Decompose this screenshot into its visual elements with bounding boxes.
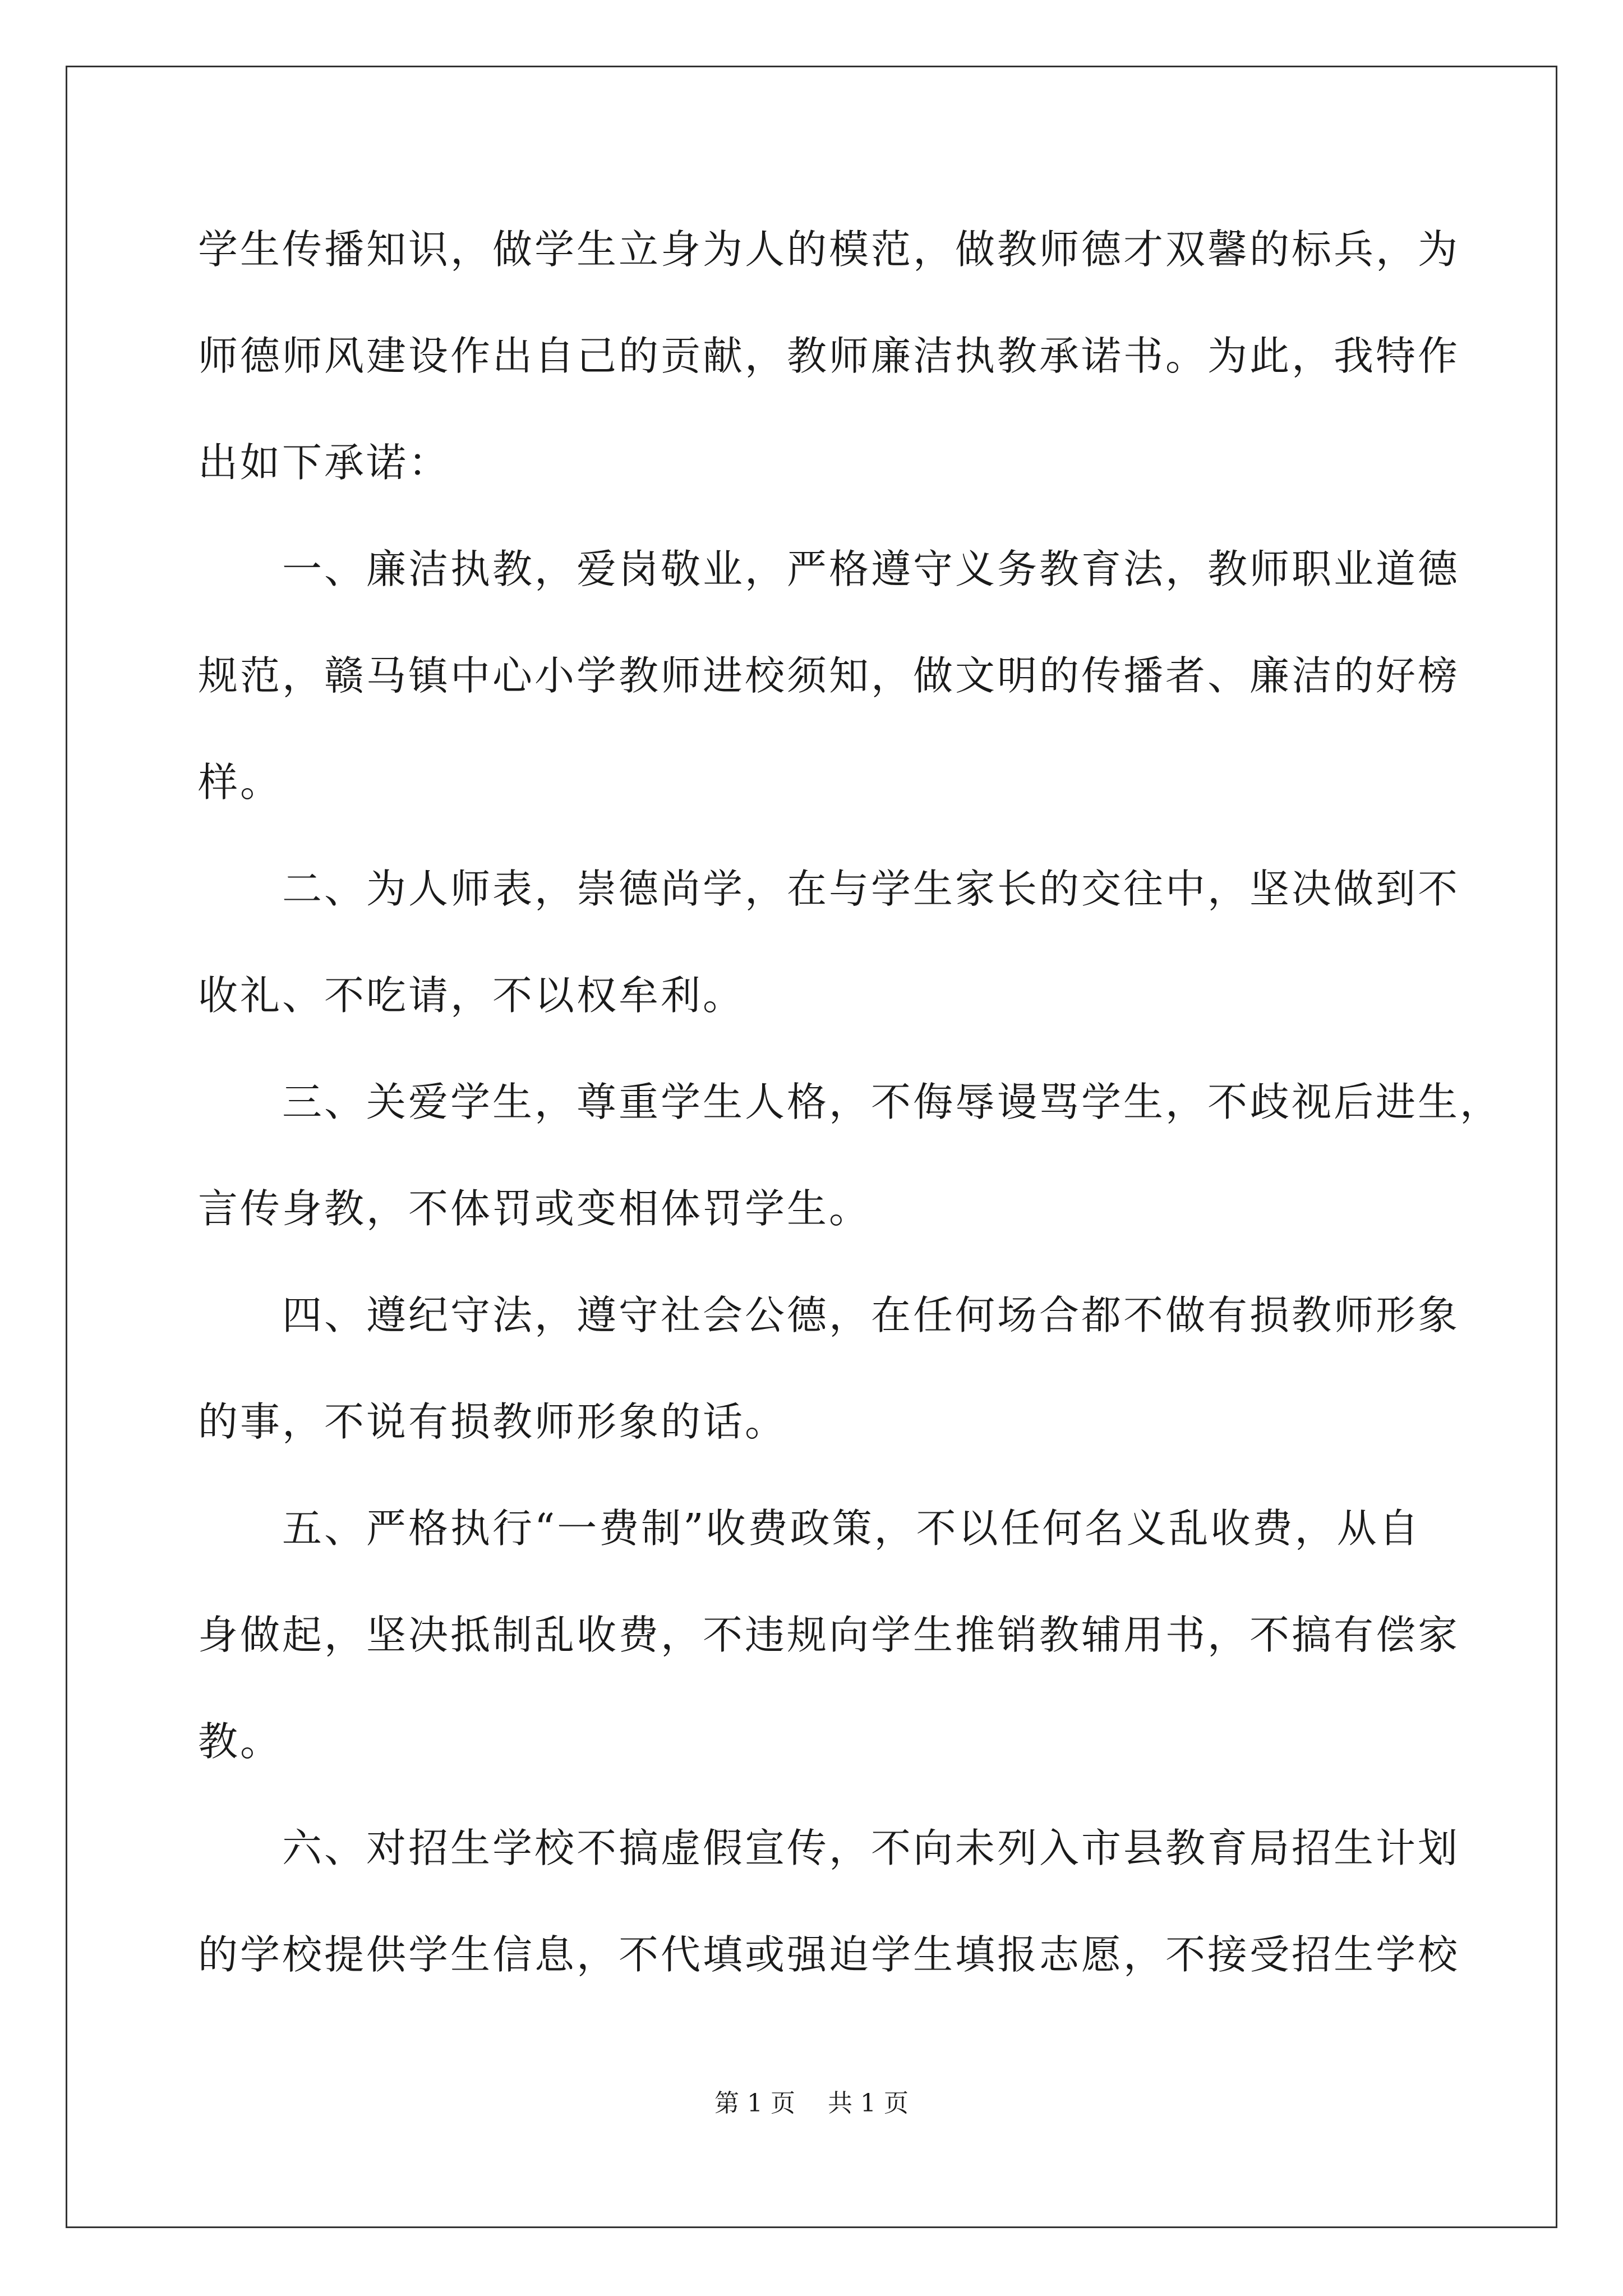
page-total: 共 1 页	[828, 2089, 909, 2118]
text-line: 师德师风建设作出自己的贡献，教师廉洁执教承诺书。为此，我特作	[198, 333, 1460, 379]
text-line: 二、为人师表，崇德尚学，在与学生家长的交往中，坚决做到不	[198, 866, 1460, 912]
text-line: 身做起，坚决抵制乱收费，不违规向学生推销教辅用书，不搞有偿家	[198, 1612, 1460, 1658]
page-footer	[0, 2087, 1623, 2120]
text-line: 三、关爱学生，尊重学生人格，不侮辱谩骂学生，不歧视后进生，	[198, 1079, 1502, 1125]
text-line: 的事，不说有损教师形象的话。	[198, 1398, 787, 1445]
text-line: 出如下承诺：	[198, 439, 451, 486]
text-line: 学生传播知识，做学生立身为人的模范，做教师德才双馨的标兵，为	[198, 226, 1460, 273]
text-line: 一、廉洁执教，爱岗敬业，严格遵守义务教育法，教师职业道德	[198, 546, 1460, 592]
page-number: 第 1 页	[714, 2089, 795, 2118]
text-line: 言传身教，不体罚或变相体罚学生。	[198, 1185, 872, 1232]
text-line: 六、对招生学校不搞虚假宣传，不向未列入市县教育局招生计划	[198, 1825, 1460, 1871]
text-line: 收礼、不吃请，不以权牟利。	[198, 972, 745, 1019]
text-line: 五、严格执行“一费制”收费政策，不以任何名义乱收费，从自	[198, 1505, 1421, 1552]
text-line: 的学校提供学生信息，不代填或强迫学生填报志愿，不接受招生学校	[198, 1931, 1460, 1978]
text-line: 教。	[198, 1718, 283, 1765]
text-line: 四、遵纪守法，遵守社会公德，在任何场合都不做有损教师形象	[198, 1292, 1460, 1338]
text-line: 样。	[198, 759, 283, 806]
text-line: 规范，赣马镇中心小学教师进校须知，做文明的传播者、廉洁的好榜	[198, 652, 1460, 699]
page-border	[66, 66, 1557, 2228]
